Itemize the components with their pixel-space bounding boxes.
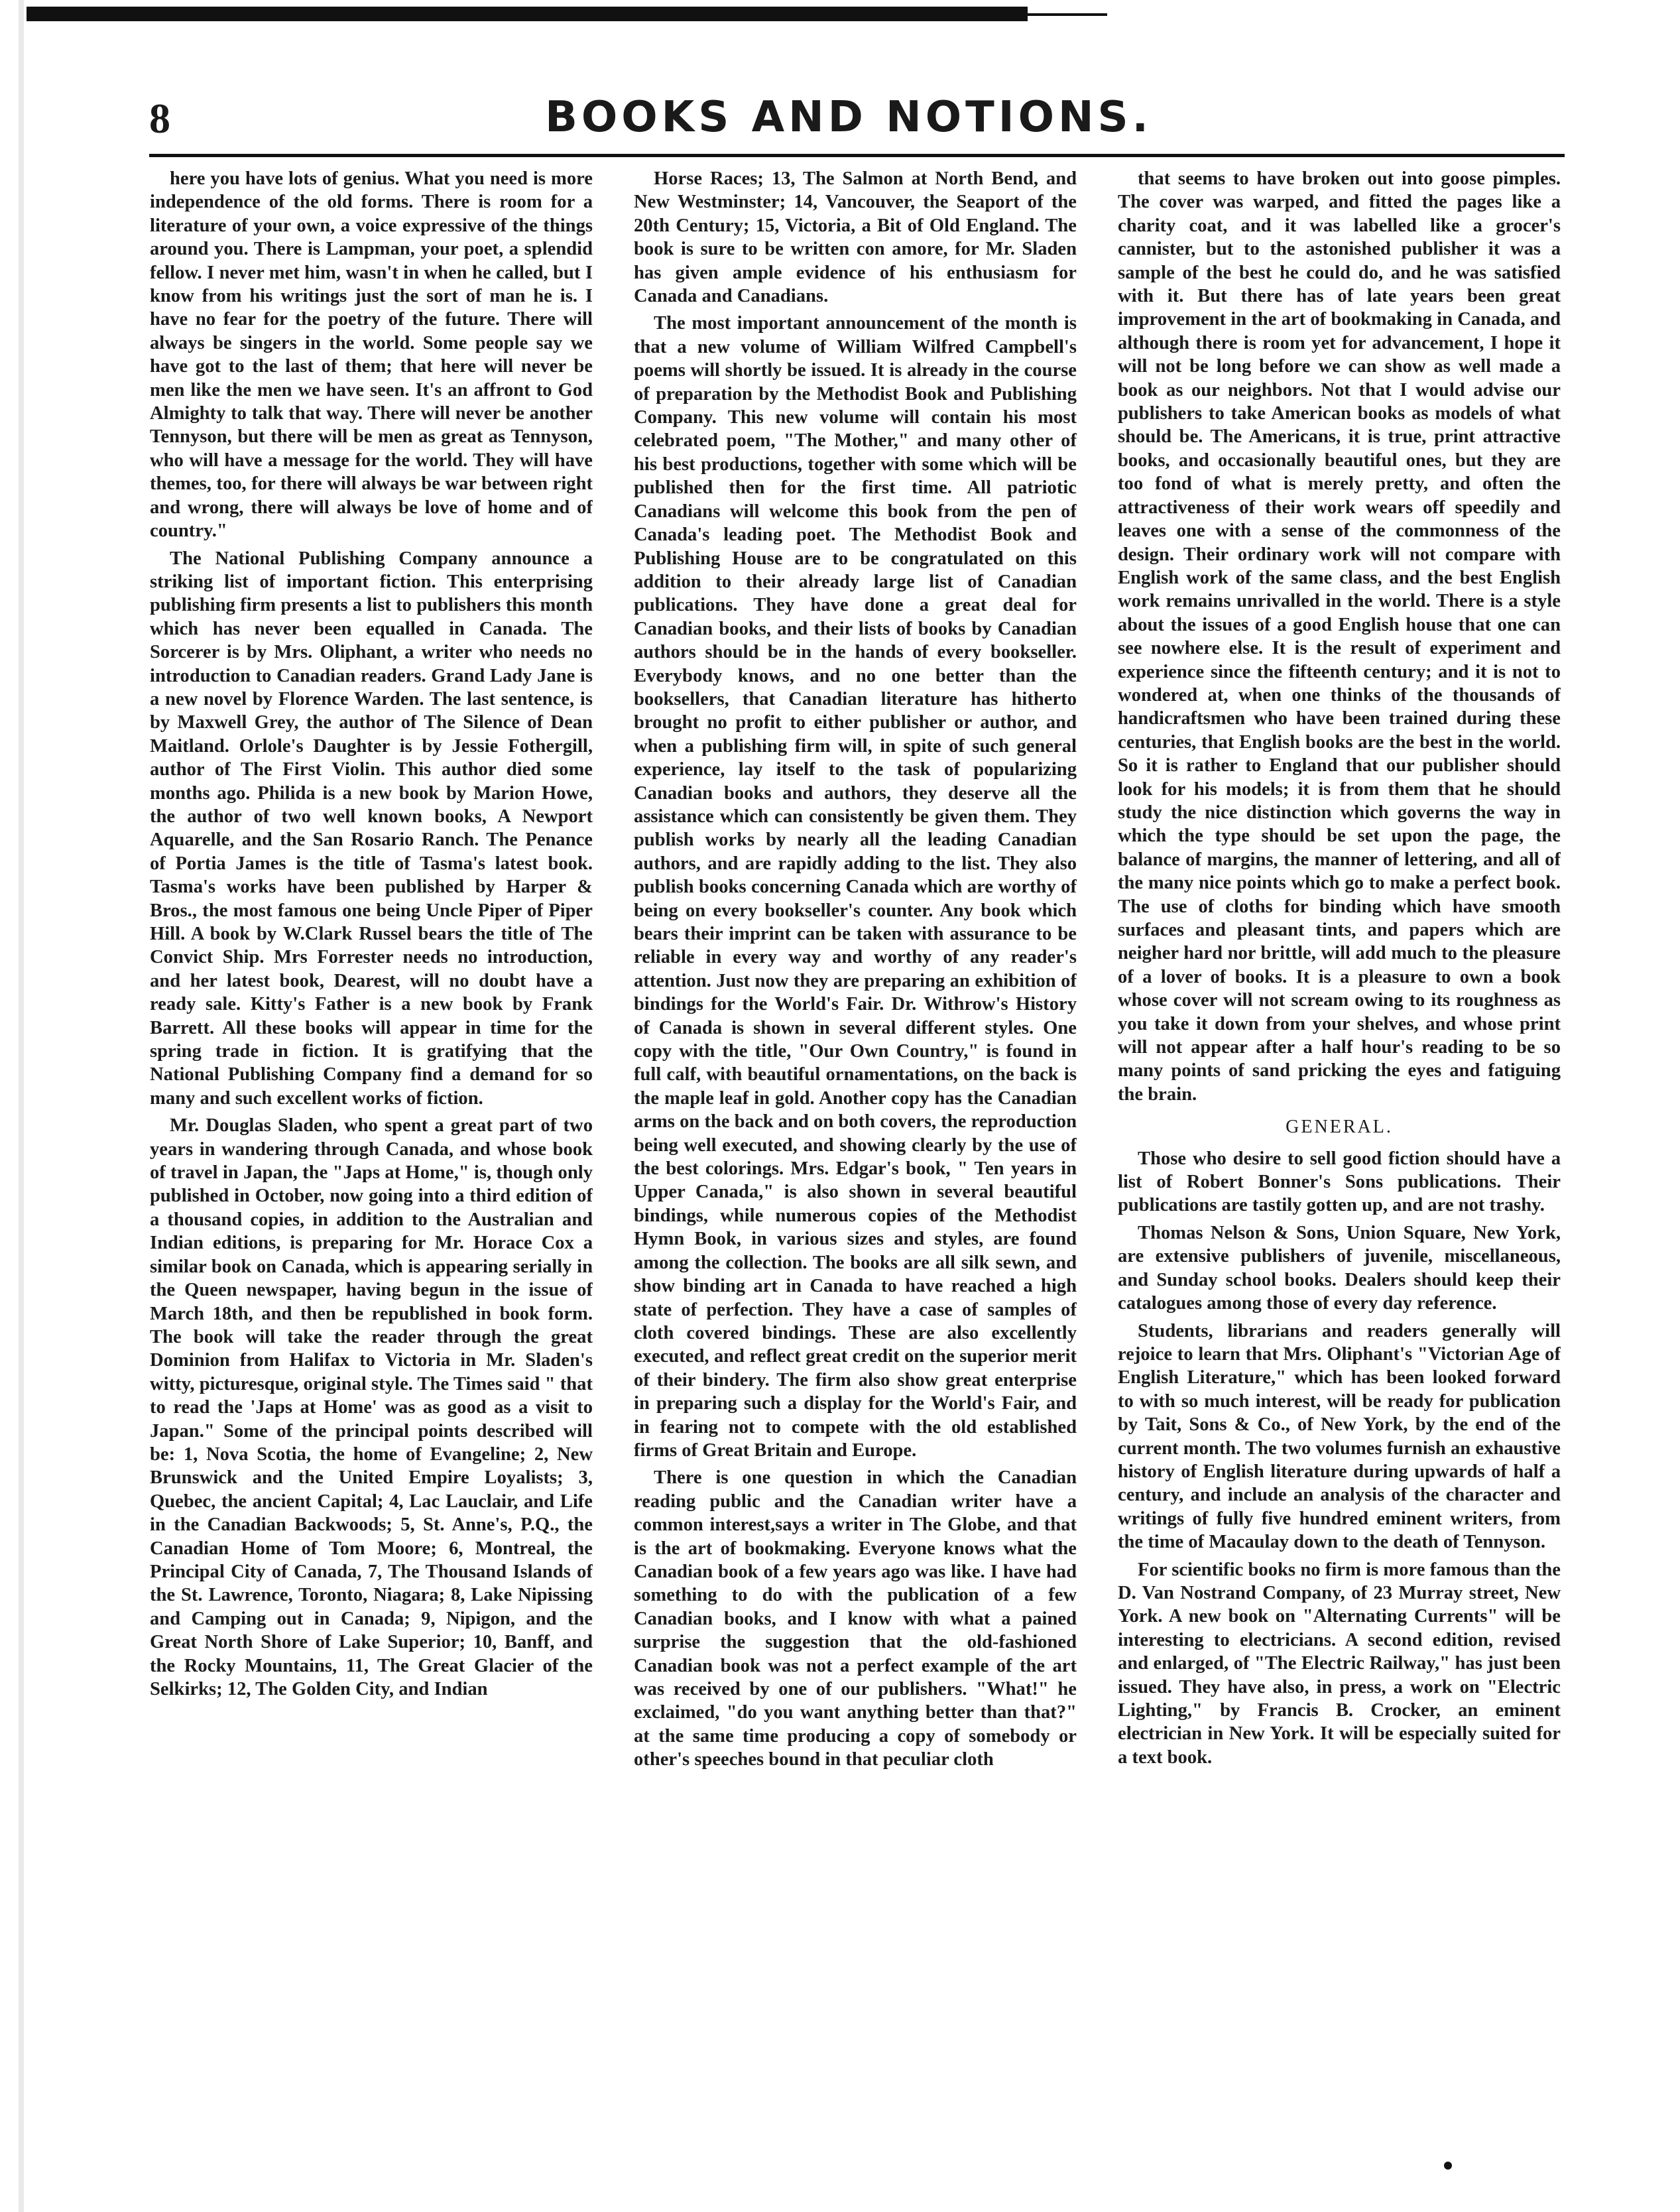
paragraph: here you have lots of genius. What you need is more independence of the old forms. There is room for a literature of your own, a voice expressive of the things around you. There is Lampman, your poet, a splendid fellow. I never met him, wasn't in when he called, but I know from his writings just the sort of man he is. I have no fear for the poetry of the future. There will always be singers in the world. Some people say we have got to the last of them; that here will never be men like the men we have seen. It's an affront to God Almighty to talk that way. There will never be another Tennyson, but there will be men as great as Tennyson, who will have a message for the world. They will have themes, too, for there will always be war between right and wrong, there will always be love of home and of country." <box>150 168 593 542</box>
column-3 <box>1118 167 1561 2196</box>
paragraph: The National Publishing Company announce a striking list of important fiction. This enterprising publishing firm presents a list to publishers this month which has never been equalled in Canada. The Sorcerer is by Mrs. Oliphant, a writer who needs no introduction to Canadian readers. Grand Lady Jane is a new novel by Florence Warden. The last sentence, is by Maxwell Grey, the author of The Silence of Dean Maitland. Orlole's Daughter is by Jessie Fothergill, author of The First Violin. This author died some months ago. Philida is a new book by Marion Howe, the author of two well known books, A Newport Aquarelle, and the San Rosario Ranch. The Penance of Portia James is the title of Tasma's latest book. Tasma's works have been published by Harper & Bros., the most famous one being Uncle Piper of Piper Hill. A book by W.Clark Russel bears the title of The Convict Ship. Mrs Forrester needs no introduction, and her latest book, Dearest, will no doubt have a ready sale. Kitty's Father is a new book by Frank Barrett. All these books will appear in time for the spring trade in fiction. It is gratifying that the National Publishing Company find a demand for so many and such excellent works of fiction. <box>150 548 593 1109</box>
section-heading: GENERAL. <box>1286 1117 1393 1138</box>
column-1 <box>150 167 593 2196</box>
paragraph: Mr. Douglas Sladen, who spent a great part of two years in wandering through Canada, and whose book of travel in Japan, the "Japs at Home," is, though only published in October, now going into a third edition of a thousand copies, in addition to the Australian and Indian editions, is preparing for Mr. Horace Cox a similar book on Canada, which is appearing serially in the Queen newspaper, having begun in the issue of March 18th, and then be republished in book form. The book will take the reader through the great Dominion from Halifax to Victoria in Mr. Sladen's witty, picturesque, original style. The Times said " that to read the 'Japs at Home' was as good as a visit to Japan." Some of the principal points described will be: 1, Nova Scotia, the home of Evangeline; 2, New Brunswick and the United Empire Loyalists; 3, Quebec, the ancient Capital; 4, Lac Lauclair, and Life in the Canadian Backwoods; 5, St. Anne's, P.Q., the Canadian Home of Tom Moore; 6, Montreal, the Principal City of Canada, 7, The Thousand Islands of the St. Lawrence, Toronto, Niagara; 8, Lake Nipissing and Camping out in Canada; 9, Nipigon, and the Great North Shore of Lake Superior; 10, Banff, and the Rocky Mountains, 11, The Great Glacier of the Selkirks; 12, The Golden City, and Indian <box>150 1115 593 1699</box>
paragraph: For scientific books no firm is more famous than the D. Van Nostrand Company, of 23 Murray street, New York. A new book on "Alternating Currents" will be interesting to electricians. A second edition, revised and enlarged, of "The Electric Railway," has just been issued. They have also, in press, a work on "Electric Lighting," by Francis B. Crocker, an eminent electrician in New York. It will be especially suited for a text book. <box>1118 1559 1561 1768</box>
paragraph: There is one question in which the Canadian reading public and the Canadian writer have a common interest,says a writer in The Globe, and that is the art of bookmaking. Everyone knows what the Canadian book of a few years ago was like. I have had something to do with the publication of a few Canadian books, and I know with what a pained surprise the suggestion that the old-fashioned Canadian book was not a perfect example of the art was received by one of our publishers. "What!" he exclaimed, "do you want anything better than that?" at the same time producing a copy of somebody or other's speeches bound in that peculiar cloth <box>634 1467 1077 1770</box>
left-margin-mark <box>19 0 24 2212</box>
paragraph: Thomas Nelson & Sons, Union Square, New York, are extensive publishers of juvenile, miscellaneous, and Sunday school books. Dealers should keep their catalogues among those of every day reference. <box>1118 1222 1561 1314</box>
paragraph: Students, librarians and readers generally will rejoice to learn that Mrs. Oliphant's "Victorian Age of English Literature," which has been looked forward to with so much interest, will be ready for publication by Tait, Sons & Co., of New York, by the end of the current month. The two volumes furnish an exhaustive history of English literature during upwards of half a century, and include an analysis of the character and writings of fully five hundred eminent writers, from the time of Macaulay down to the death of Tennyson. <box>1118 1320 1561 1553</box>
column-2 <box>634 167 1077 2196</box>
header-rule <box>149 154 1565 157</box>
paragraph: Those who desire to sell good fiction should have a list of Robert Bonner's Sons publications. Their publications are tastily gotten up, and are not trashy. <box>1118 1148 1561 1216</box>
running-title: BOOKS AND NOTIONS. <box>545 93 1152 142</box>
top-rule-thin <box>1028 13 1107 16</box>
paragraph: that seems to have broken out into goose pimples. The cover was warped, and fitted the pages like a charity coat, and it was labelled like a grocer's cannister, but to the astonished publisher it was a sample of the best he could do, and he was satisfied with it. But there has of late years been great improvement in the art of bookmaking in Canada, and although there is room yet for advancement, I hope it will not be long before we can show as well made a book as our neighbors. Not that I would advise our publishers to take American books as models of what should be. The Americans, it is true, print attractive books, and occasionally beautiful ones, but they are too fond of what is merely pretty, and often the attractiveness of their work wears off speedily and leaves one with a sense of the commonness of the design. Their ordinary work will not compare with English work of the same class, and the best English work remains unrivalled in the world. There is a style about the issues of a good English house that one can see nowhere else. It is the result of experiment and experience since the fifteenth century; and it is not to wondered at, when one thinks of the thousands of handicraftsmen who have been trained during these centuries, that English books are the best in the world. So it is rather to England that our publisher should look for his models; it is from them that he should study the nice distinction which governs the way in which the type should be set upon the page, the balance of margins, the manner of lettering, and all of the many nice points which go to make a perfect book. The use of cloths for binding which have smooth surfaces and pleasant tints, and papers which are neigher hard nor brittle, will add much to the pleasure of a lover of books. It is a pleasure to own a book whose cover will not scream owing to its roughness as you take it down from your shelves, and whose print will not appear after a half hour's reading to be so many points of sand pricking the eyes and fatiguing the brain. <box>1118 168 1561 1105</box>
paragraph: Horse Races; 13, The Salmon at North Bend, and New Westminster; 14, Vancouver, the Seaport of the 20th Century; 15, Victoria, a Bit of Old England. The book is sure to be written con amore, for Mr. Sladen has given ample evidence of his enthusiasm for Canada and Canadians. <box>634 168 1077 307</box>
top-rule <box>27 7 1028 21</box>
paragraph: The most important announcement of the month is that a new volume of William Wilfred Campbell's poems will shortly be issued. It is already in the course of preparation by the Methodist Book and Publishing Company. This new volume will contain his most celebrated poem, "The Mother," and many other of his best productions, together with some which will be published then for the first time. All patriotic Canadians will welcome this book from the pen of Canada's leading poet. The Methodist Book and Publishing House are to be congratulated on this addition to their already large list of Canadian publications. They have done a great deal for Canadian books, and their lists of books by Canadian authors should be in the hands of every bookseller. Everybody knows, and no one better than the booksellers, that Canadian literature has hitherto brought no profit to either publisher or author, and when a publishing firm will, in spite of such general experience, lay itself to the task of popularizing Canadian books and authors, they deserve all the assistance which can consistently be given them. They publish works by nearly all the leading Canadian authors, and are rapidly adding to the list. They also publish books concerning Canada which are worthy of being on every bookseller's counter. Any book which bears their imprint can be taken with assurance to be reliable in every way and worthy of any reader's attention. Just now they are preparing an exhibition of bindings for the World's Fair. Dr. Withrow's History of Canada is shown in several different styles. One copy with the title, "Our Own Country," is found in full calf, with beautiful ornamentations, on the back is the maple leaf in gold. Another copy has the Canadian arms on the back and on both covers, the reproduction being well executed, and showing clearly by the use of the best colorings. Mrs. Edgar's book, " Ten years in Upper Canada," is also shown in several beautiful bindings, while numerous copies of the Methodist Hymn Book, in various sizes and styles, are found among the collection. The books are all silk sewn, and show binding art in Canada to have reached a high state of perfection. They have a case of samples of cloth covered bindings. These are also excellently executed, and reflect great credit on the superior merit of their bindery. The firm also show great enterprise in preparing such a display for the World's Fair, and in fearing not to compete with the old established firms of Great Britain and Europe. <box>634 313 1077 1461</box>
page-number: 8 <box>149 95 170 142</box>
ink-dot <box>1444 2162 1452 2170</box>
